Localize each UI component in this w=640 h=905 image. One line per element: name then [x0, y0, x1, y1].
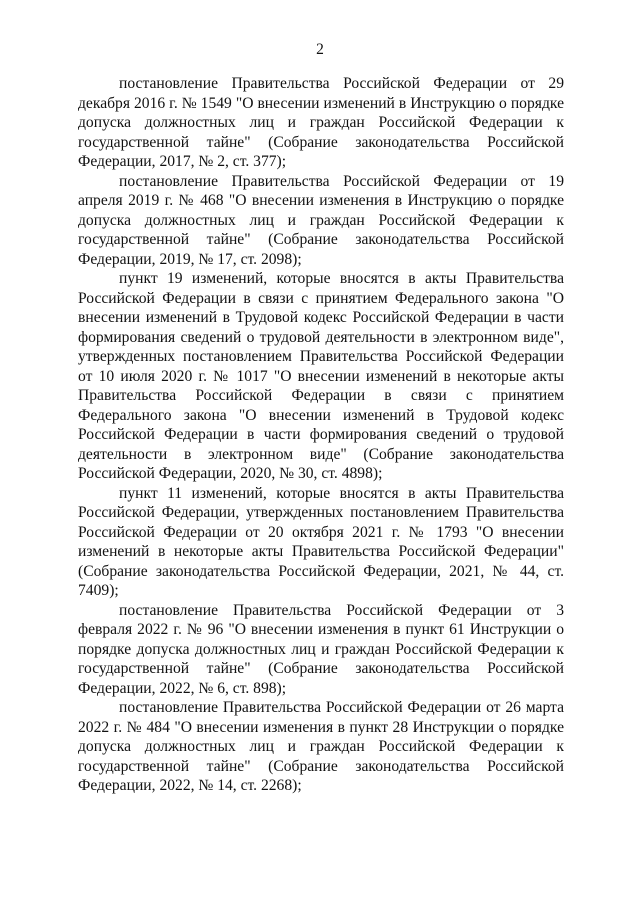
- list-item: постановление Правительства Российской Федерации от 3 февраля 2022 г. № 96 "О внесении изменения в пункт 61 Инструкции о порядке допуска должностных лиц и граждан Российской Федерации к государственной тайне" (Собрание законодательства Российской Федерации, 2022, № 6, ст. 898);: [78, 601, 564, 697]
- list-item: постановление Правительства Российской Федерации от 26 марта 2022 г. № 484 "О внесении изменения в пункт 28 Инструкции о порядке допуска должностных лиц и граждан Российской Федерации к государственной тайне" (Собрание законодательства Российской Федерации, 2022, № 14, ст. 2268);: [78, 699, 564, 794]
- list-item: постановление Правительства Российской Федерации от 29 декабря 2016 г. № 1549 "О внесении изменений в Инструкцию о порядке допуска должностных лиц и граждан Российской Федерации к государственной тайне" (Собрание законодательства Российской Федерации, 2017, № 2, ст. 377);: [78, 75, 564, 170]
- list-item: пункт 19 изменений, которые вносятся в акты Правительства Российской Федерации в связи с принятием Федерального закона "О внесении изменений в Трудовой кодекс Российской Федерации в части формирования сведений о трудовой деятельности в электронном виде", утвержденных постановлением Правительства Российской Федерации от 10 июля 2020 г. № 1017 "О внесении изменений в некоторые акты Правительства Российской Федерации в связи с принятием Федерального закона "О внесении изменений в Трудовой кодекс Российской Федерации в части формирования сведений о трудовой деятельности в электронном виде" (Собрание законодательства Российской Федерации, 2020, № 30, ст. 4898);: [78, 270, 564, 482]
- list-item: постановление Правительства Российской Федерации от 19 апреля 2019 г. № 468 "О внесении изменения в Инструкцию о порядке допуска должностных лиц и граждан Российской Федерации к государственной тайне" (Собрание законодательства Российской Федерации, 2019, № 17, ст. 2098);: [78, 172, 564, 268]
- list-item: пункт 11 изменений, которые вносятся в акты Правительства Российской Федерации, утвержденных постановлением Правительства Российской Федерации от 20 октября 2021 г. № 1793 "О внесении изменений в некоторые акты Правительства Российской Федерации" (Собрание законодательства Российской Федерации, 2021, № 44, ст. 7409);: [78, 484, 564, 599]
- page-number: 2: [316, 41, 324, 58]
- document-body: [78, 74, 564, 796]
